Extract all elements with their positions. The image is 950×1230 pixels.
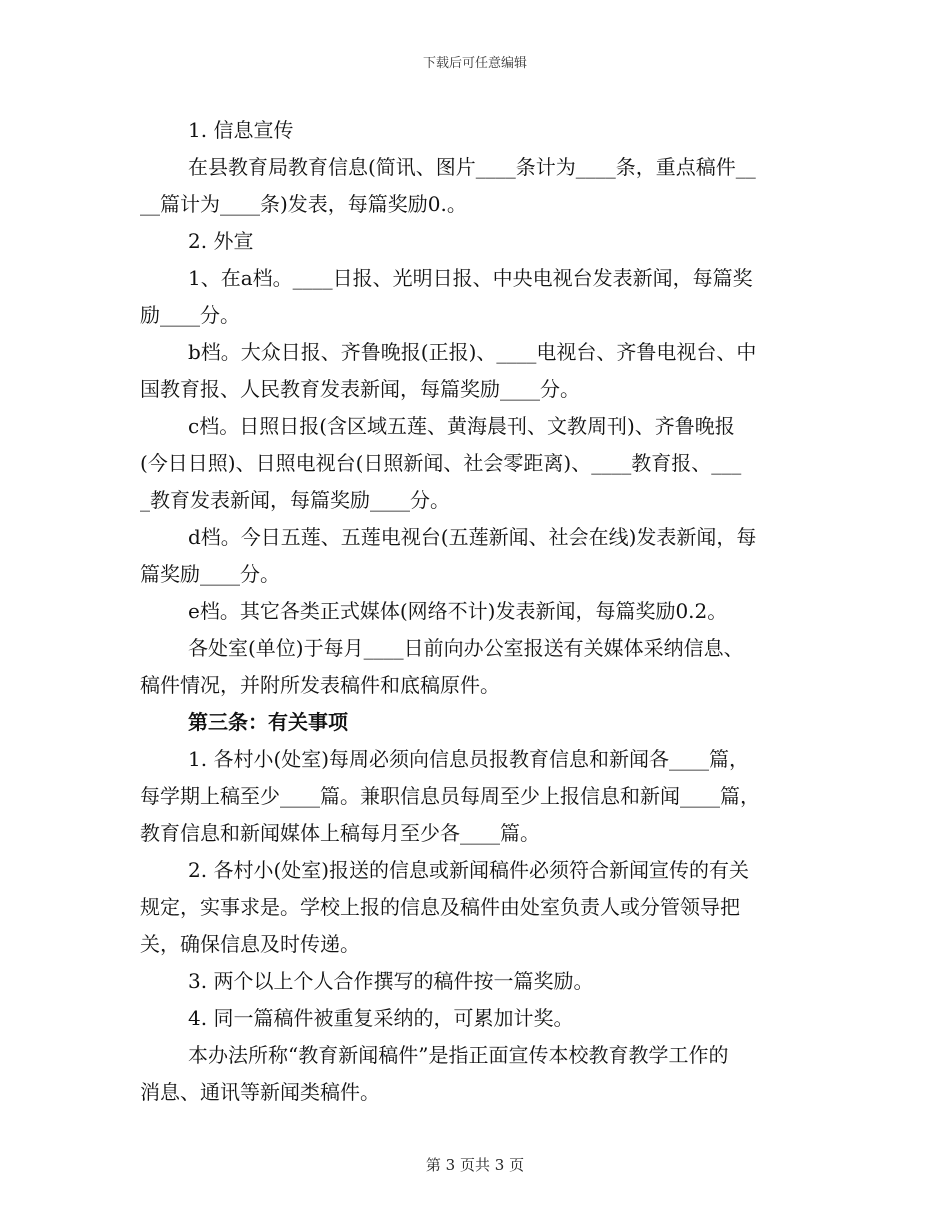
text-line: 消息、通讯等新闻类稿件。	[140, 1080, 380, 1104]
text-line: 4. 同一篇稿件被重复采纳的，可累加计奖。	[188, 1006, 574, 1030]
text-line: c档。日照日报(含区域五莲、黄海晨刊、文教周刊)、齐鲁晚报	[188, 414, 735, 438]
text-line: 关，确保信息及时传递。	[140, 932, 360, 956]
text-line: (今日日照)、日照电视台(日照新闻、社会零距离)、____教育报、___	[140, 451, 742, 475]
text-line: 教育信息和新闻媒体上稿每月至少各____篇。	[140, 821, 540, 845]
text-line: 在县教育局教育信息(简讯、图片____条计为____条，重点稿件__	[188, 155, 756, 179]
text-line: 1. 信息宣传	[188, 118, 294, 142]
text-line: 国教育报、人民教育发表新闻，每篇奖励____分。	[140, 377, 580, 401]
text-line: 各处室(单位)于每月____日前向办公室报送有关媒体采纳信息、	[188, 636, 744, 660]
text-line: 2. 外宣	[188, 229, 254, 253]
text-line: 每学期上稿至少____篇。兼职信息员每周至少上报信息和新闻____篇，	[140, 784, 760, 808]
text-line: _教育发表新闻，每篇奖励____分。	[140, 488, 450, 512]
text-line: 规定，实事求是。学校上报的信息及稿件由处室负责人或分管领导把	[140, 895, 740, 919]
document-body	[140, 112, 810, 1111]
text-line: 励____分。	[140, 303, 240, 327]
text-line: 本办法所称“教育新闻稿件”是指正面宣传本校教育教学工作的	[188, 1043, 729, 1067]
text-line: 篇奖励____分。	[140, 562, 280, 586]
page-footer: 第 3 页共 3 页	[425, 1156, 525, 1174]
text-line: 2. 各村小(处室)报送的信息或新闻稿件必须符合新闻宣传的有关	[188, 858, 750, 882]
text-line: e档。其它各类正式媒体(网络不计)发表新闻，每篇奖励0.2。	[188, 599, 728, 623]
text-line: 3. 两个以上个人合作撰写的稿件按一篇奖励。	[188, 969, 594, 993]
text-line: d档。今日五莲、五莲电视台(五莲新闻、社会在线)发表新闻，每	[188, 525, 757, 549]
page-header: 下载后可任意编辑	[422, 56, 527, 71]
text-line: __篇计为____条)发表，每篇奖励0.。	[140, 192, 467, 216]
text-line: 稿件情况，并附所发表稿件和底稿原件。	[140, 673, 500, 697]
section-heading: 第三条：有关事项	[188, 710, 348, 734]
text-line: b档。大众日报、齐鲁晚报(正报)、____电视台、齐鲁电视台、中	[188, 340, 757, 364]
text-line: 1、在a档。____日报、光明日报、中央电视台发表新闻，每篇奖	[188, 266, 753, 290]
text-line: 1. 各村小(处室)每周必须向信息员报教育信息和新闻各____篇，	[188, 747, 750, 771]
